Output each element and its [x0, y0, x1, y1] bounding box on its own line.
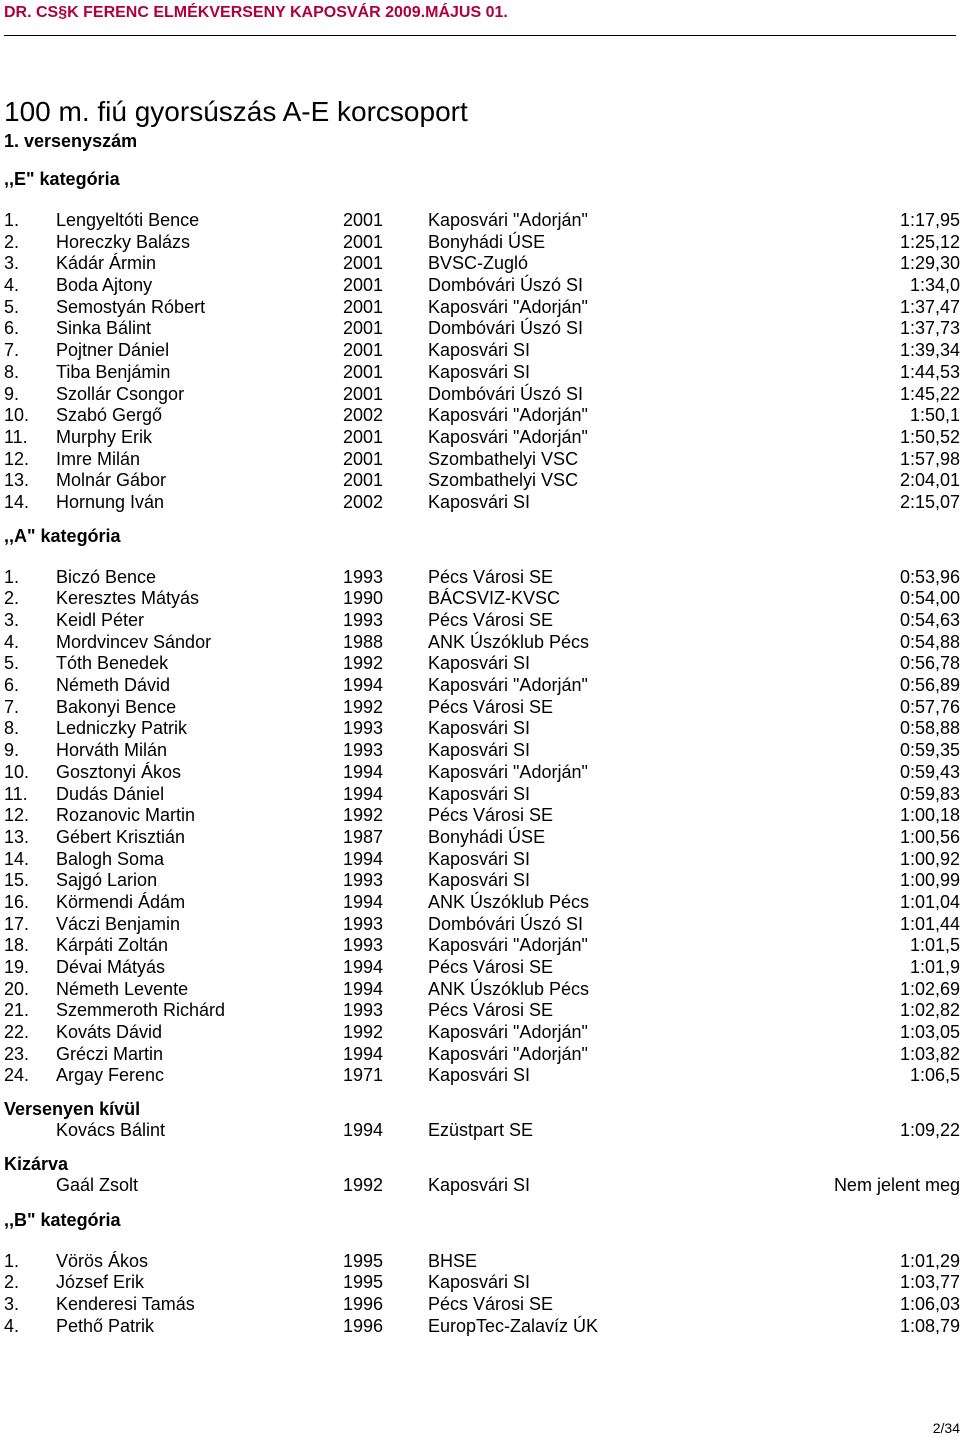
table-row	[0, 784, 960, 806]
birth-year: 1995	[343, 1272, 384, 1293]
swimmer-name: Semostyán Róbert	[56, 296, 206, 317]
birth-year: 1987	[343, 826, 384, 847]
club-name: Kaposvári SI	[428, 653, 531, 674]
swimmer-name: Kárpáti Zoltán	[56, 935, 169, 956]
place-number: 17.	[4, 913, 30, 934]
birth-year: 2001	[343, 340, 384, 361]
swimmer-name: Vörös Ákos	[56, 1250, 149, 1271]
club-name: Kaposvári "Adorján"	[428, 1043, 588, 1064]
club-name: Dombóvári Úszó SI	[428, 318, 584, 339]
table-row	[0, 297, 960, 319]
table-row	[0, 805, 960, 827]
swimmer-name: Gébert Krisztián	[56, 826, 186, 847]
section-title-a: ,,A" kategória	[4, 525, 121, 546]
table-row	[0, 653, 960, 675]
result-time: 1:09,22	[899, 1120, 960, 1141]
section-title-b: ,,B" kategória	[4, 1209, 121, 1230]
club-name: Kaposvári SI	[428, 718, 531, 739]
table-row	[0, 870, 960, 892]
result-time: 1:03,82	[899, 1043, 960, 1064]
birth-year: 1995	[343, 1250, 384, 1271]
swimmer-name: Körmendi Ádám	[56, 891, 186, 912]
table-row	[0, 275, 960, 297]
place-number: 16.	[4, 891, 30, 912]
swimmer-name: Horváth Milán	[56, 740, 168, 761]
club-name: Kaposvári SI	[428, 1065, 531, 1086]
birth-year: 1993	[343, 610, 384, 630]
birth-year: 1992	[343, 1022, 384, 1043]
table-row	[0, 827, 960, 849]
birth-year: 1993	[343, 566, 384, 587]
result-time: 0:54,63	[899, 610, 960, 630]
swimmer-name: Pojtner Dániel	[56, 340, 170, 361]
place-number: 23.	[4, 1043, 30, 1064]
birth-year: 2001	[343, 361, 384, 382]
club-name: Kaposvári "Adorján"	[428, 935, 588, 956]
table-row	[0, 405, 960, 427]
swimmer-name: Hornung Iván	[56, 491, 165, 512]
birth-year: 2001	[343, 296, 384, 317]
table-row	[0, 675, 960, 697]
result-time: 0:56,89	[899, 675, 960, 696]
club-name: Pécs Városi SE	[428, 1000, 554, 1021]
swimmer-name: Boda Ajtony	[56, 275, 153, 296]
swimmer-name: Dévai Mátyás	[56, 957, 166, 977]
place-number: 2.	[4, 231, 20, 252]
place-number: 10.	[4, 405, 30, 426]
place-number: 9.	[4, 740, 20, 761]
table-row	[0, 318, 960, 340]
event-number: 1. versenyszám	[4, 131, 138, 151]
club-name: BÁCSVIZ-KVSC	[428, 588, 561, 609]
club-name: Dombóvári Úszó SI	[428, 913, 584, 934]
swimmer-name: Pethő Patrik	[56, 1315, 155, 1336]
club-name: Pécs Városi SE	[428, 610, 554, 630]
table-row	[0, 979, 960, 1001]
birth-year: 1994	[343, 1120, 384, 1141]
club-name: Kaposvári SI	[428, 340, 531, 361]
club-name: Pécs Városi SE	[428, 696, 554, 717]
document-header: DR. CS§K FERENC ELMÉKVERSENY KAPOSVÁR 2009.MÁJUS 01.	[4, 4, 508, 21]
result-time: Nem jelent meg	[833, 1174, 960, 1195]
table-row	[0, 232, 960, 254]
table-row	[0, 384, 960, 406]
table-row	[0, 449, 960, 471]
birth-year: 1993	[343, 913, 384, 934]
club-name: Kaposvári SI	[428, 491, 531, 512]
swimmer-name: Szollár Csongor	[56, 383, 185, 404]
page-number: 2/34	[932, 1420, 960, 1436]
place-number: 1.	[4, 210, 20, 230]
result-time: 1:03,77	[899, 1272, 960, 1293]
place-number: 4.	[4, 1315, 20, 1336]
table-row	[0, 1175, 960, 1197]
swimmer-name: Sinka Bálint	[56, 318, 152, 339]
result-time: 1:00,99	[899, 870, 960, 891]
place-number: 8.	[4, 361, 20, 382]
result-time: 1:29,30	[899, 253, 960, 274]
place-number: 20.	[4, 978, 30, 999]
swimmer-name: Gréczi Martin	[56, 1043, 164, 1064]
birth-year: 1993	[343, 740, 384, 761]
swimmer-name: Keidl Péter	[56, 610, 145, 630]
place-number: 12.	[4, 448, 30, 469]
birth-year: 1994	[343, 783, 384, 804]
swimmer-name: Dudás Dániel	[56, 783, 165, 804]
club-name: Dombóvári Úszó SI	[428, 275, 584, 296]
table-row	[0, 1044, 960, 1066]
birth-year: 1992	[343, 805, 384, 826]
table-row	[0, 1294, 960, 1316]
table-row	[0, 1120, 960, 1142]
place-number: 24.	[4, 1065, 30, 1086]
place-number: 18.	[4, 935, 30, 956]
birth-year: 2001	[343, 275, 384, 296]
birth-year: 2001	[343, 318, 384, 339]
birth-year: 1993	[343, 718, 384, 739]
birth-year: 2001	[343, 210, 384, 230]
table-row	[0, 253, 960, 275]
table-row	[0, 1251, 960, 1273]
result-time: 0:57,76	[899, 696, 960, 717]
club-name: Bonyhádi ÚSE	[428, 231, 546, 252]
birth-year: 1993	[343, 870, 384, 891]
results-list-e	[0, 210, 960, 514]
club-name: Dombóvári Úszó SI	[428, 383, 584, 404]
result-time: 1:01,5	[909, 935, 960, 956]
place-number: 9.	[4, 383, 20, 404]
result-time: 2:04,01	[899, 470, 960, 491]
club-name: Kaposvári "Adorján"	[428, 210, 588, 230]
club-name: Kaposvári SI	[428, 1174, 531, 1195]
club-name: BHSE	[428, 1250, 478, 1271]
club-name: ANK Úszóklub Pécs	[428, 891, 590, 912]
table-row	[0, 610, 960, 632]
table-row	[0, 914, 960, 936]
place-number: 10.	[4, 761, 30, 782]
table-row	[0, 740, 960, 762]
table-row	[0, 362, 960, 384]
result-time: 0:56,78	[899, 653, 960, 674]
place-number: 14.	[4, 491, 30, 512]
result-time: 1:03,05	[899, 1022, 960, 1043]
place-number: 2.	[4, 588, 20, 609]
place-number: 1.	[4, 1250, 20, 1271]
result-time: 1:01,29	[899, 1250, 960, 1271]
swimmer-name: Rozanovic Martin	[56, 805, 196, 826]
result-time: 1:06,03	[899, 1293, 960, 1314]
table-row	[0, 492, 960, 514]
result-time: 0:54,00	[899, 588, 960, 609]
birth-year: 1994	[343, 1043, 384, 1064]
result-time: 1:02,82	[899, 1000, 960, 1021]
place-number: 7.	[4, 696, 20, 717]
table-row	[0, 1022, 960, 1044]
swimmer-name: Tiba Benjámin	[56, 361, 171, 382]
swimmer-name: Szemmeroth Richárd	[56, 1000, 226, 1021]
club-name: Kaposvári "Adorján"	[428, 426, 588, 447]
place-number: 3.	[4, 253, 20, 274]
swimmer-name: Horeczky Balázs	[56, 231, 191, 252]
result-time: 0:54,88	[899, 631, 960, 652]
table-row	[0, 470, 960, 492]
birth-year: 1993	[343, 935, 384, 956]
swimmer-name: Murphy Erik	[56, 426, 153, 447]
birth-year: 1994	[343, 978, 384, 999]
place-number: 3.	[4, 1293, 20, 1314]
table-row	[0, 210, 960, 232]
club-name: Kaposvári SI	[428, 740, 531, 761]
table-row	[0, 762, 960, 784]
result-time: 1:00,92	[899, 848, 960, 869]
results-list-b	[0, 1251, 960, 1338]
club-name: Ezüstpart SE	[428, 1120, 534, 1141]
club-name: Kaposvári "Adorján"	[428, 405, 588, 426]
swimmer-name: Németh Levente	[56, 978, 189, 999]
place-number: 5.	[4, 653, 20, 674]
place-number: 14.	[4, 848, 30, 869]
swimmer-name: Kováts Dávid	[56, 1022, 163, 1043]
document-body	[0, 95, 960, 1337]
birth-year: 1992	[343, 1174, 384, 1195]
swimmer-name: Gosztonyi Ákos	[56, 761, 182, 782]
club-name: ANK Úszóklub Pécs	[428, 978, 590, 999]
club-name: Kaposvári SI	[428, 848, 531, 869]
club-name: Kaposvári SI	[428, 361, 531, 382]
birth-year: 1993	[343, 1000, 384, 1021]
place-number: 12.	[4, 805, 30, 826]
club-name: Kaposvári "Adorján"	[428, 675, 588, 696]
out-of-competition-row	[0, 1120, 960, 1142]
swimmer-name: Argay Ferenc	[56, 1065, 165, 1086]
swimmer-name: Bakonyi Bence	[56, 696, 177, 717]
place-number: 15.	[4, 870, 30, 891]
club-name: Bonyhádi ÚSE	[428, 826, 546, 847]
birth-year: 1992	[343, 696, 384, 717]
table-row	[0, 340, 960, 362]
club-name: Pécs Városi SE	[428, 1293, 554, 1314]
swimmer-name: Kenderesi Tamás	[56, 1293, 195, 1314]
club-name: Kaposvári SI	[428, 1272, 531, 1293]
table-row	[0, 697, 960, 719]
swimmer-name: Gaál Zsolt	[56, 1174, 139, 1195]
birth-year: 1996	[343, 1315, 384, 1336]
place-number: 2.	[4, 1272, 20, 1293]
table-row	[0, 1316, 960, 1338]
club-name: Pécs Városi SE	[428, 805, 554, 826]
swimmer-name: Váczi Benjamin	[56, 913, 181, 934]
birth-year: 2001	[343, 470, 384, 491]
result-time: 1:45,22	[899, 383, 960, 404]
club-name: Kaposvári "Adorján"	[428, 296, 588, 317]
disqualified-label: Kizárva	[4, 1153, 69, 1174]
birth-year: 1996	[343, 1293, 384, 1314]
result-time: 1:44,53	[899, 361, 960, 382]
table-row	[0, 427, 960, 449]
birth-year: 2001	[343, 383, 384, 404]
table-row	[0, 935, 960, 957]
swimmer-name: Tóth Benedek	[56, 653, 169, 674]
place-number: 6.	[4, 675, 20, 696]
result-time: 0:59,83	[899, 783, 960, 804]
place-number: 19.	[4, 957, 30, 977]
result-time: 1:01,04	[899, 891, 960, 912]
birth-year: 1988	[343, 631, 384, 652]
result-time: 0:53,96	[899, 566, 960, 587]
place-number: 1.	[4, 566, 20, 587]
result-time: 1:57,98	[899, 448, 960, 469]
birth-year: 2001	[343, 253, 384, 274]
out-of-competition-label: Versenyen kívül	[4, 1099, 141, 1120]
event-title: 100 m. fiú gyorsúszás A-E korcsoport	[4, 96, 468, 127]
swimmer-name: Kádár Ármin	[56, 253, 157, 274]
table-row	[0, 957, 960, 979]
result-time: 1:37,47	[899, 296, 960, 317]
results-list-a	[0, 567, 960, 1088]
result-time: 1:34,0	[909, 275, 960, 296]
place-number: 22.	[4, 1022, 30, 1043]
club-name: Szombathelyi VSC	[428, 470, 579, 491]
birth-year: 1992	[343, 653, 384, 674]
table-row	[0, 1065, 960, 1087]
result-time: 1:17,95	[899, 210, 960, 230]
result-time: 2:15,07	[899, 491, 960, 512]
birth-year: 1994	[343, 675, 384, 696]
place-number: 5.	[4, 296, 20, 317]
club-name: Pécs Városi SE	[428, 957, 554, 977]
club-name: Kaposvári "Adorján"	[428, 1022, 588, 1043]
result-time: 1:37,73	[899, 318, 960, 339]
result-time: 0:59,43	[899, 761, 960, 782]
swimmer-name: Mordvincev Sándor	[56, 631, 212, 652]
birth-year: 1971	[343, 1065, 384, 1086]
disqualified-row	[0, 1175, 960, 1197]
birth-year: 1994	[343, 957, 384, 977]
birth-year: 1994	[343, 761, 384, 782]
birth-year: 2002	[343, 405, 384, 426]
club-name: ANK Úszóklub Pécs	[428, 631, 590, 652]
place-number: 13.	[4, 826, 30, 847]
result-time: 1:00,18	[899, 805, 960, 826]
birth-year: 2001	[343, 231, 384, 252]
swimmer-name: Biczó Bence	[56, 566, 157, 587]
table-row	[0, 849, 960, 871]
swimmer-name: Imre Milán	[56, 448, 141, 469]
club-name: Szombathelyi VSC	[428, 448, 579, 469]
table-row	[0, 892, 960, 914]
swimmer-name: Balogh Soma	[56, 848, 165, 869]
swimmer-name: Kovács Bálint	[56, 1120, 166, 1141]
place-number: 8.	[4, 718, 20, 739]
place-number: 21.	[4, 1000, 30, 1021]
result-time: 1:00,56	[899, 826, 960, 847]
header-divider	[4, 35, 956, 36]
result-time: 1:39,34	[899, 340, 960, 361]
section-title-e: ,,E" kategória	[4, 169, 120, 189]
result-time: 0:59,35	[899, 740, 960, 761]
result-time: 1:06,5	[909, 1065, 960, 1086]
club-name: Kaposvári SI	[428, 783, 531, 804]
birth-year: 2002	[343, 491, 384, 512]
place-number: 11.	[4, 783, 28, 804]
place-number: 13.	[4, 470, 30, 491]
result-time: 1:01,9	[909, 957, 960, 977]
place-number: 6.	[4, 318, 20, 339]
table-row	[0, 718, 960, 740]
table-row	[0, 632, 960, 654]
place-number: 11.	[4, 426, 28, 447]
place-number: 4.	[4, 631, 20, 652]
place-number: 3.	[4, 610, 20, 630]
birth-year: 2001	[343, 448, 384, 469]
club-name: Pécs Városi SE	[428, 566, 554, 587]
club-name: Kaposvári "Adorján"	[428, 761, 588, 782]
table-row	[0, 588, 960, 610]
club-name: Kaposvári SI	[428, 870, 531, 891]
swimmer-name: Keresztes Mátyás	[56, 588, 200, 609]
table-row	[0, 567, 960, 589]
swimmer-name: Sajgó Larion	[56, 870, 158, 891]
birth-year: 2001	[343, 426, 384, 447]
swimmer-name: Németh Dávid	[56, 675, 171, 696]
swimmer-name: Lengyeltóti Bence	[56, 210, 200, 230]
result-time: 1:50,1	[909, 405, 960, 426]
birth-year: 1994	[343, 848, 384, 869]
swimmer-name: Molnár Gábor	[56, 470, 167, 491]
place-number: 4.	[4, 275, 20, 296]
result-time: 1:25,12	[899, 231, 960, 252]
result-time: 1:50,52	[899, 426, 960, 447]
result-time: 0:58,88	[899, 718, 960, 739]
birth-year: 1994	[343, 891, 384, 912]
table-row	[0, 1272, 960, 1294]
birth-year: 1990	[343, 588, 384, 609]
table-row	[0, 1000, 960, 1022]
swimmer-name: Szabó Gergő	[56, 405, 163, 426]
result-time: 1:02,69	[899, 978, 960, 999]
swimmer-name: Ledniczky Patrik	[56, 718, 188, 739]
place-number: 7.	[4, 340, 20, 361]
club-name: EuropTec-Zalavíz ÚK	[428, 1315, 599, 1336]
result-time: 1:08,79	[899, 1315, 960, 1336]
result-time: 1:01,44	[899, 913, 960, 934]
club-name: BVSC-Zugló	[428, 253, 529, 274]
swimmer-name: József Erik	[56, 1272, 145, 1293]
